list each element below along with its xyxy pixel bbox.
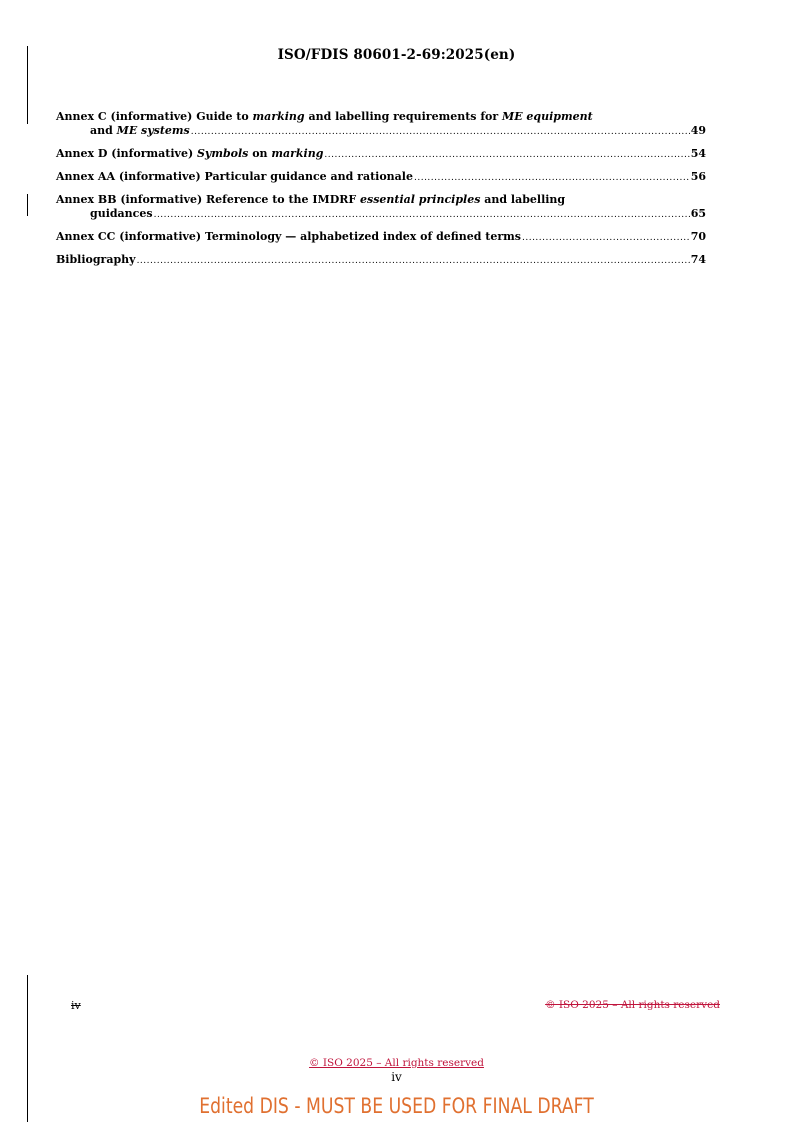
toc-dot-leader (191, 125, 690, 139)
toc-entry[interactable] (56, 110, 706, 139)
toc-entry[interactable] (56, 147, 706, 162)
toc-text-run: and labelling (480, 193, 566, 206)
toc-text-run: Annex AA (informative) Particular guidance and rationale (56, 170, 413, 183)
toc-entry-title (56, 193, 565, 207)
toc-text-run: Annex CC (informative) Terminology — alphabetized index of defined terms (56, 230, 521, 243)
draft-stamp: Edited DIS - MUST BE USED FOR FINAL DRAFT (199, 1094, 594, 1118)
toc-text-run: essential principles (360, 193, 481, 206)
toc-dot-leader (324, 148, 689, 162)
toc-entry[interactable] (56, 193, 706, 222)
toc-dot-leader (522, 231, 690, 245)
toc-text-run: and (90, 124, 117, 137)
toc-page-number: 54 (690, 147, 706, 160)
table-of-contents (56, 110, 706, 268)
toc-dot-leader (137, 254, 690, 268)
toc-page-number: 74 (690, 253, 706, 266)
toc-text-run: ME systems (116, 124, 190, 137)
toc-entry-title (56, 170, 413, 184)
toc-text-run: marking (252, 110, 305, 123)
toc-text-run: Annex BB (informative) Reference to the IMDRF (56, 193, 361, 206)
toc-dot-leader (414, 171, 690, 185)
inserted-copyright: © ISO 2025 – All rights reserved (309, 1057, 484, 1069)
toc-page-number: 70 (690, 230, 706, 243)
toc-entry-title (56, 253, 136, 267)
change-bar-middle (27, 194, 28, 216)
toc-text-run: and labelling requirements for (304, 110, 503, 123)
toc-entry-title-continued (90, 207, 153, 221)
toc-page-number: 65 (690, 207, 706, 220)
toc-text-run: Annex C (informative) Guide to (56, 110, 253, 123)
change-bar-bottom (27, 975, 28, 1122)
toc-entry-title (56, 230, 521, 244)
toc-text-run: on (248, 147, 272, 160)
toc-page-number: 56 (690, 170, 706, 183)
toc-entry[interactable] (56, 253, 706, 268)
document-header: ISO/FDIS 80601-2-69:2025(en) (277, 47, 516, 63)
toc-entry-title (56, 147, 323, 161)
toc-text-run: ME equipment (502, 110, 593, 123)
toc-text-run: Symbols (196, 147, 249, 160)
toc-entry[interactable] (56, 170, 706, 185)
footer (0, 1057, 793, 1084)
deleted-page-number: iv (71, 999, 81, 1012)
toc-text-run: guidances (90, 207, 153, 220)
deleted-copyright: © ISO 2025 – All rights reserved (545, 999, 720, 1011)
page-number: iv (391, 1070, 402, 1084)
toc-entry-title (56, 110, 593, 124)
toc-dot-leader (154, 208, 690, 222)
toc-entry[interactable] (56, 230, 706, 245)
toc-page-number: 49 (690, 124, 706, 137)
toc-text-run: marking (271, 147, 324, 160)
toc-text-run: Annex D (informative) (56, 147, 197, 160)
toc-entry-title-continued (90, 124, 190, 138)
toc-text-run: Bibliography (56, 253, 136, 266)
